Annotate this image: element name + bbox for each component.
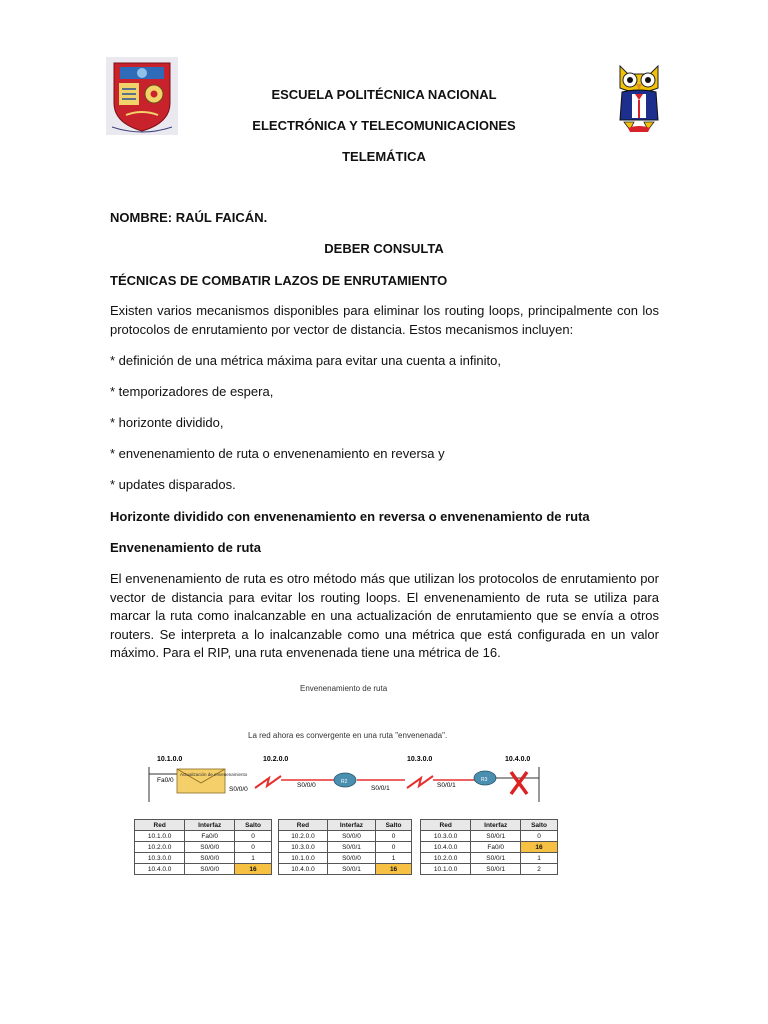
interface-label: S0/0/1	[371, 785, 390, 792]
routing-table-r2: Red Interfaz Salto 10.2.0.0 S0/0/0 0 10.3.0.0 S0/0/1 0 10.1.0.0 S0/0/0 1 10.4.0.0 S0/0/1 16	[278, 819, 412, 875]
network-label: 10.4.0.0	[505, 756, 531, 763]
mechanism-item: * updates disparados.	[110, 477, 236, 492]
network-label: 10.2.0.0	[263, 756, 289, 763]
figure-subtitle: La red ahora es convergente en una ruta "envenenada".	[248, 731, 448, 740]
table-row: 10.2.0.0 S0/0/1 1	[421, 853, 558, 864]
update-label: Actualización de envenenamiento	[180, 772, 248, 777]
router-label: R2	[341, 779, 348, 785]
table-row: 10.3.0.0 S0/0/1 0	[279, 842, 412, 853]
interface-label: S0/0/1	[437, 782, 456, 789]
table-row: 10.3.0.0 S0/0/1 0	[421, 831, 558, 842]
table-row: 10.4.0.0 S0/0/0 16	[135, 864, 272, 875]
subject-name: TELEMÁTICA	[342, 149, 426, 164]
network-label: 10.3.0.0	[407, 756, 433, 763]
router-label: R3	[481, 777, 488, 783]
document-type: DEBER CONSULTA	[324, 241, 444, 256]
routing-table-r1: Red Interfaz Salto 10.1.0.0 Fa0/0 0 10.2.0.0 S0/0/0 0 10.3.0.0 S0/0/0 1 10.4.0.0 S0/0/0 16	[134, 819, 272, 875]
interface-label: S0/0/0	[297, 782, 316, 789]
table-row: 10.4.0.0 S0/0/1 16	[279, 864, 412, 875]
routing-table-r3: Red Interfaz Salto 10.3.0.0 S0/0/1 0 10.4.0.0 Fa0/0 16 10.2.0.0 S0/0/1 1 10.1.0.0 S0/0/1 2	[420, 819, 558, 875]
table-row: 10.4.0.0 Fa0/0 16	[421, 842, 558, 853]
mechanism-item: * horizonte dividido,	[110, 415, 224, 430]
table-row: 10.3.0.0 S0/0/0 1	[135, 853, 272, 864]
faculty-name: ELECTRÓNICA Y TELECOMUNICACIONES	[252, 118, 516, 133]
table-row: 10.1.0.0 S0/0/1 2	[421, 864, 558, 875]
mechanism-item: * envenenamiento de ruta o envenenamiento en reversa y	[110, 446, 445, 461]
table-row: 10.1.0.0 Fa0/0 0	[135, 831, 272, 842]
network-label: 10.1.0.0	[157, 756, 183, 763]
mechanism-item: * temporizadores de espera,	[110, 384, 274, 399]
student-name: NOMBRE: RAÚL FAICÁN.	[110, 210, 268, 225]
serial-link	[255, 776, 281, 788]
table-row: 10.1.0.0 S0/0/0 1	[279, 853, 412, 864]
interface-label: Fa0/0	[157, 777, 174, 784]
intro-paragraph: Existen varios mecanismos disponibles para eliminar los routing loops, principalmente con los protocolos de enrutamiento por vector de distancia. Estos mecanismos incluyen:	[110, 303, 659, 337]
figure-title: Envenenamiento de ruta	[300, 684, 388, 693]
mechanism-item: * definición de una métrica máxima para evitar una cuenta a infinito,	[110, 353, 501, 368]
subtitle-route-poisoning: Envenenamiento de ruta	[110, 540, 261, 555]
table-row: 10.2.0.0 S0/0/0 0	[135, 842, 272, 853]
body-paragraph: El envenenamiento de ruta es otro método más que utilizan los protocolos de enrutamiento por vector de distancia para evitar los routing loops. El envenenamiento de ruta se utiliza para marcar la ruta como inalcanzable en una actualización de enrutamiento que se envía a otros routers. Se interpreta a lo inalcanzable como una métrica que está configurada en un valor máximo. Para el RIP, una ruta envenenada tiene una métrica de 16.	[110, 571, 659, 660]
network-diagram	[145, 750, 545, 815]
table-row: 10.2.0.0 S0/0/0 0	[279, 831, 412, 842]
link-failure-icon	[511, 772, 527, 794]
institution-name: ESCUELA POLITÉCNICA NACIONAL	[271, 87, 497, 102]
interface-label: S0/0/0	[229, 786, 248, 793]
section-title: TÉCNICAS DE COMBATIR LAZOS DE ENRUTAMIENTO	[110, 273, 448, 288]
subtitle-split-horizon: Horizonte dividido con envenenamiento en reversa o envenenamiento de ruta	[110, 509, 590, 524]
